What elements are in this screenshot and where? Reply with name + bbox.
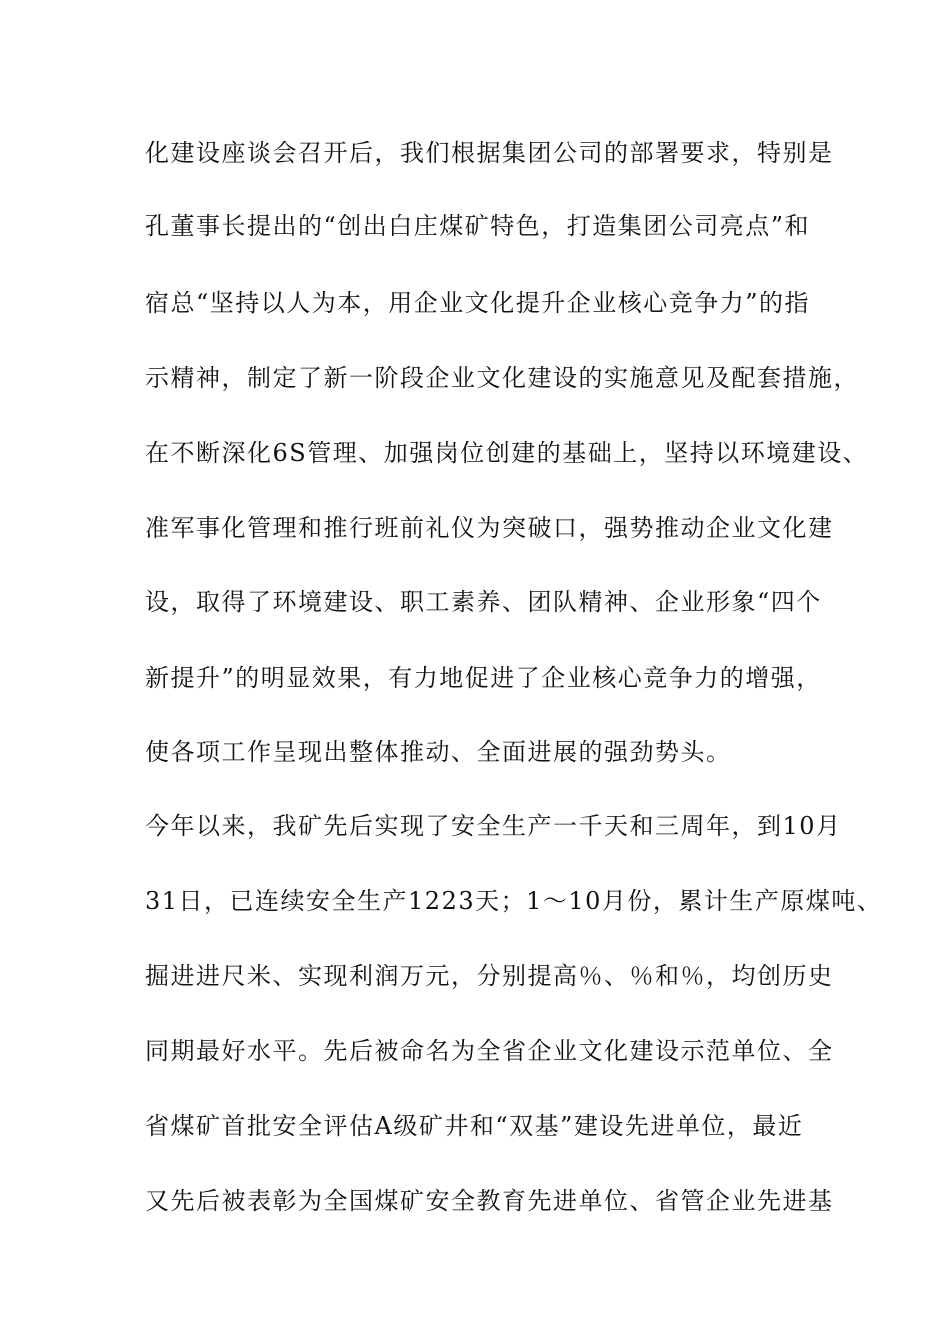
text-line-6: 准军事化管理和推行班前礼仪为突破口，强势推动企业文化建: [145, 514, 834, 542]
text-line-3: 宿总“坚持以人为本，用企业文化提升企业核心竞争力”的指: [145, 289, 811, 317]
text-line-15: 又先后被表彰为全国煤矿安全教育先进单位、省管企业先进基: [145, 1187, 834, 1215]
text-line-10: 今年以来，我矿先后实现了安全生产一千天和三周年，到10月: [145, 812, 842, 840]
text-line-4: 示精神，制定了新一阶段企业文化建设的实施意见及配套措施，: [145, 364, 859, 392]
text-line-5: 在不断深化6S管理、加强岗位创建的基础上，坚持以环境建设、: [145, 439, 869, 467]
text-line-9: 使各项工作呈现出整体推动、全面进展的强劲势头。: [145, 738, 732, 766]
text-line-7: 设，取得了环境建设、职工素养、团队精神、企业形象“四个: [145, 588, 822, 616]
text-line-1: 化建设座谈会召开后，我们根据集团公司的部署要求，特别是: [145, 139, 834, 167]
text-line-11: 31日，已连续安全生产1223天；1～10月份，累计生产原煤吨、: [145, 887, 883, 915]
text-line-12: 掘进进尺米、实现利润万元，分别提高％、％和％，均创历史: [145, 962, 834, 990]
text-line-14: 省煤矿首批安全评估A级矿井和“双基”建设先进单位，最近: [145, 1112, 804, 1140]
text-line-8: 新提升”的明显效果，有力地促进了企业核心竞争力的增强，: [145, 664, 822, 692]
text-line-13: 同期最好水平。先后被命名为全省企业文化建设示范单位、全: [145, 1037, 834, 1065]
text-line-2: 孔董事长提出的“创出白庄煤矿特色，打造集团公司亮点”和: [145, 212, 811, 240]
